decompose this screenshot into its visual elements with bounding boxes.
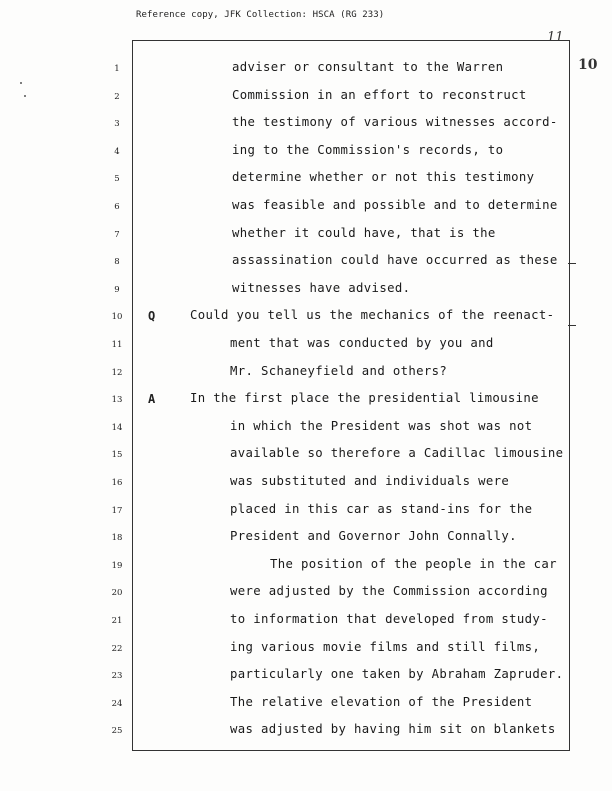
transcript-line: ment that was conducted by you and xyxy=(230,336,494,350)
transcript-line: The position of the people in the car xyxy=(270,556,557,571)
transcript-line: determine whether or not this testimony xyxy=(232,170,535,185)
line-number: 5 xyxy=(114,174,120,185)
transcript-line: in which the President was shot was not xyxy=(230,418,533,433)
transcript-line: Could you tell us the mechanics of the reenact- xyxy=(190,308,555,323)
line-number: 19 xyxy=(111,560,123,571)
line-number: 24 xyxy=(111,698,123,709)
line-number: 7 xyxy=(114,229,120,240)
transcript-line: adviser or consultant to the Warren xyxy=(232,60,504,74)
line-number: 22 xyxy=(111,643,123,654)
line-number: 12 xyxy=(111,367,123,378)
line-number: 3 xyxy=(114,119,120,130)
transcript-line: In the first place the presidential limousine xyxy=(190,391,539,406)
speaker-marker: Q xyxy=(148,309,156,324)
line-number: 13 xyxy=(111,395,123,406)
transcript-line: Commission in an effort to reconstruct xyxy=(232,87,527,102)
transcript-line: assassination could have occurred as these xyxy=(232,253,558,268)
transcript-line: was adjusted by having him sit on blankets xyxy=(230,722,556,737)
transcript-line: particularly one taken by Abraham Zapruder. xyxy=(230,667,564,682)
line-number: 2 xyxy=(114,91,120,102)
speaker-marker: A xyxy=(148,392,156,407)
transcript-line: witnesses have advised. xyxy=(232,280,411,295)
transcript-line: The relative elevation of the President xyxy=(230,694,533,709)
line-number: 15 xyxy=(111,450,123,461)
transcript-line: whether it could have, that is the xyxy=(232,225,496,240)
transcript-line: were adjusted by the Commission according xyxy=(230,584,548,599)
line-number: 20 xyxy=(111,588,123,599)
transcript-line: President and Governor John Connally. xyxy=(230,529,517,544)
transcript-line: ing to the Commission's records, to xyxy=(232,142,504,157)
transcript-line: to information that developed from study- xyxy=(230,612,548,626)
handwritten-margin-mark: 10 xyxy=(578,57,598,73)
line-number: 10 xyxy=(111,312,123,323)
line-number: 14 xyxy=(111,422,123,433)
transcript-line: was substituted and individuals were xyxy=(230,474,510,488)
transcript-line: ing various movie films and still films, xyxy=(230,639,541,654)
scan-speck xyxy=(20,82,22,84)
line-number: 25 xyxy=(111,726,123,737)
line-number: 11 xyxy=(111,340,123,350)
line-number: 23 xyxy=(111,671,123,682)
line-number: 16 xyxy=(111,478,123,488)
line-number: 6 xyxy=(114,202,120,212)
line-number: 21 xyxy=(111,616,123,626)
transcript-line: the testimony of various witnesses accord- xyxy=(232,115,558,130)
line-number: 1 xyxy=(114,64,120,74)
line-number: 9 xyxy=(114,284,120,295)
line-number: 4 xyxy=(114,146,120,157)
frame-tick xyxy=(568,263,576,264)
transcript-line: was feasible and possible and to determine xyxy=(232,198,558,212)
reference-header: Reference copy, JFK Collection: HSCA (RG 233) xyxy=(136,10,385,20)
line-number: 17 xyxy=(111,505,123,516)
transcript-line: Mr. Schaneyfield and others? xyxy=(230,363,448,378)
frame-tick xyxy=(568,325,576,326)
line-number: 8 xyxy=(114,257,120,268)
transcript-line: placed in this car as stand-ins for the xyxy=(230,501,533,516)
line-number: 18 xyxy=(111,533,123,544)
handwritten-page-mark: 11 xyxy=(547,30,564,45)
scan-speck xyxy=(24,95,26,97)
transcript-line: available so therefore a Cadillac limousine xyxy=(230,446,564,461)
